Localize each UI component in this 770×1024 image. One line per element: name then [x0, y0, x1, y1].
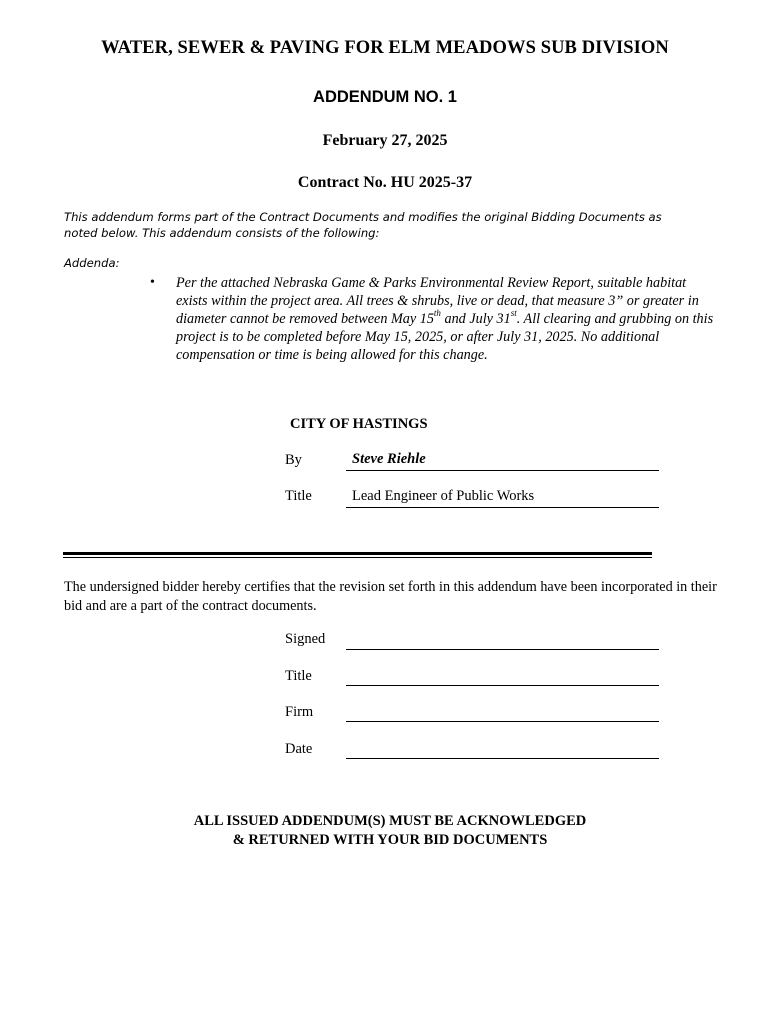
signed-field[interactable]: [346, 630, 659, 650]
superscript: th: [433, 308, 441, 319]
bidder-title-label: Title: [285, 668, 312, 684]
superscript: st: [510, 308, 517, 319]
addenda-item-text: . All clearing and grubbing on this project is to be completed before May 15, 2025, or after July 31, 2025. No additional compensation or time is being allowed for this change.: [176, 311, 714, 363]
firm-field[interactable]: [346, 702, 659, 722]
acknowledgement-notice: [0, 812, 770, 850]
bidder-title-field[interactable]: [346, 666, 659, 686]
document-title: WATER, SEWER & PAVING FOR ELM MEADOWS SUB DIVISION: [101, 38, 669, 58]
addenda-item-text: and July 31: [440, 311, 511, 327]
title-field: [346, 488, 659, 508]
by-value: Steve Riehle: [352, 451, 426, 467]
addenda-label: Addenda:: [64, 256, 120, 270]
addenda-item: [176, 274, 716, 364]
issue-date: February 27, 2025: [322, 132, 448, 149]
city-heading: CITY OF HASTINGS: [290, 416, 428, 432]
date-field[interactable]: [346, 739, 659, 759]
signed-label: Signed: [285, 631, 326, 647]
title-label: Title: [285, 488, 312, 504]
notice-line: ALL ISSUED ADDENDUM(S) MUST BE ACKNOWLEDGED: [193, 813, 587, 829]
intro-paragraph: This addendum forms part of the Contract Documents and modifies the original Bidding Documents as noted below. This addendum consists of the following:: [64, 210, 662, 240]
notice-line: & RETURNED WITH YOUR BID DOCUMENTS: [232, 832, 548, 848]
by-label: By: [285, 452, 302, 468]
title-value: Lead Engineer of Public Works: [352, 488, 535, 504]
addenda-item-text: Per the attached Nebraska Game & Parks Environmental Review Report, suitable habitat exists within the project area. All trees & shrubs, live or dead, that measure 3” or greater in diameter cannot be removed between May 15: [176, 275, 699, 327]
separator-rule: [63, 557, 652, 558]
addendum-number: ADDENDUM NO. 1: [313, 88, 457, 106]
certification-paragraph: The undersigned bidder hereby certifies that the revision set forth in this addendum have been incorporated in their bid and are a part of the contract documents.: [64, 579, 717, 614]
bullet-icon: •: [150, 275, 155, 290]
contract-number: Contract No. HU 2025-37: [297, 174, 473, 191]
by-field: [346, 451, 659, 471]
firm-label: Firm: [285, 704, 314, 720]
separator-rule: [63, 552, 652, 555]
date-label: Date: [285, 741, 313, 757]
